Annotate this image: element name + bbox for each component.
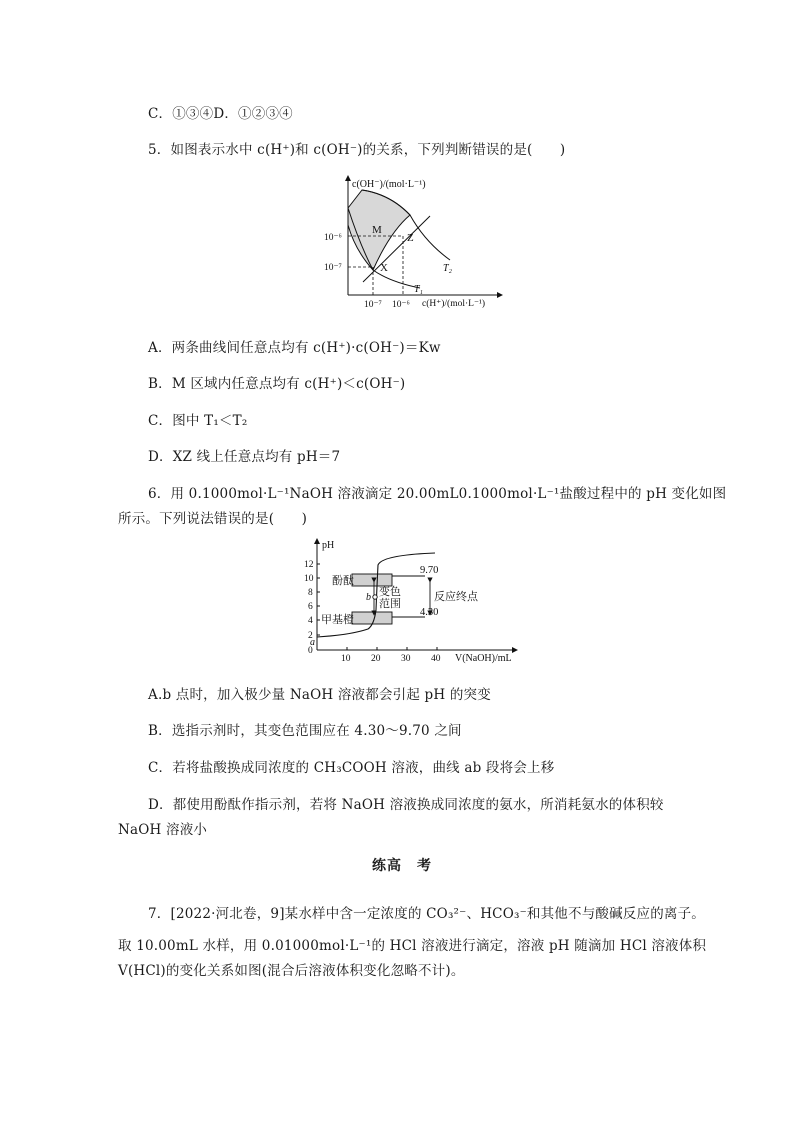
q6-option-a: A.b 点时，加入极少量 NaOH 溶液都会引起 pH 的突变 <box>148 687 491 703</box>
q6-stem-line1: 6．用 0.1000mol·L⁻¹NaOH 溶液滴定 20.00mL0.1000mol·L⁻¹盐酸过程中的 pH 变化如图 <box>148 486 727 502</box>
label-color-change-1: 变色 <box>379 586 401 598</box>
q5-option-d: D．XZ 线上任意点均有 pH＝7 <box>148 449 341 465</box>
q5-x-axis-label: c(H⁺)/(mol·L⁻¹) <box>422 299 485 309</box>
q6-x-tick-10: 10 <box>341 654 351 664</box>
region-m-label: M <box>372 224 382 236</box>
label-b: b <box>366 592 371 603</box>
q6-y-tick-10: 10 <box>304 574 314 584</box>
label-color-change-2: 范围 <box>379 598 401 610</box>
point-x-label: X <box>380 262 388 274</box>
label-4-30: 4.30 <box>420 607 439 618</box>
section-title: 练高 考 <box>372 858 432 874</box>
q6-x-tick-40: 40 <box>431 654 441 664</box>
q5-y-tick-1: 10⁻⁶ <box>324 233 342 243</box>
curve-t1-label: T₁ <box>414 284 424 295</box>
q5-stem: 5．如图表示水中 c(H⁺)和 c(OH⁻)的关系，下列判断错误的是( ) <box>148 142 566 158</box>
label-9-70: 9.70 <box>420 565 439 576</box>
methyl-orange-range <box>352 612 392 624</box>
q6-y-tick-12: 12 <box>304 560 314 570</box>
q5-y-axis-label: c(OH⁻)/(mol·L⁻¹) <box>352 179 426 190</box>
q6-figure <box>290 535 525 665</box>
label-phenolphthalein: 酚酞 <box>332 575 354 587</box>
q6-x-axis-label: V(NaOH)/mL <box>455 653 512 664</box>
q5-y-tick-2: 10⁻⁷ <box>324 263 342 273</box>
q6-y-tick-8: 8 <box>308 588 313 598</box>
q6-y-tick-0: 0 <box>308 646 313 656</box>
q5-option-b: B．M 区域内任意点均有 c(H⁺)＜c(OH⁻) <box>148 376 406 392</box>
q5-option-c: C．图中 T₁＜T₂ <box>148 413 248 429</box>
q6-x-tick-20: 20 <box>371 654 381 664</box>
curve-t2-label: T₂ <box>443 263 453 274</box>
q7-line1: 7．[2022·河北卷，9]某水样中含一定浓度的 CO₃²⁻、HCO₃⁻和其他不与酸碱反应的离子。 <box>148 906 706 922</box>
point-b <box>373 595 377 599</box>
q7-line3: V(HCl)的变化关系如图(混合后溶液体积变化忽略不计)。 <box>118 963 465 979</box>
label-endpoint: 反应终点 <box>434 591 478 603</box>
label-methyl-orange: 甲基橙 <box>321 614 354 626</box>
q5-x-tick-1: 10⁻⁷ <box>364 300 382 310</box>
q6-y-axis-label: pH <box>322 540 335 551</box>
q6-option-c: C．若将盐酸换成同浓度的 CH₃COOH 溶液，曲线 ab 段将会上移 <box>148 760 555 776</box>
q6-option-d-line1: D．都使用酚酞作指示剂，若将 NaOH 溶液换成同浓度的氨水，所消耗氨水的体积较 <box>148 797 664 813</box>
q4-option-cd: C．①③④D．①②③④ <box>148 106 293 122</box>
label-a: a <box>310 637 315 648</box>
q6-x-tick-30: 30 <box>401 654 411 664</box>
q6-option-d-line2: NaOH 溶液小 <box>118 822 208 838</box>
q5-option-a: A．两条曲线间任意点均有 c(H⁺)·c(OH⁻)＝Kw <box>148 340 441 356</box>
q6-y-tick-2: 2 <box>308 631 313 641</box>
q6-stem-line2: 所示。下列说法错误的是( ) <box>118 511 308 527</box>
phenolphthalein-range <box>352 574 392 586</box>
q7-line2: 取 10.00mL 水样，用 0.01000mol·L⁻¹的 HCl 溶液进行滴定，溶液 pH 随滴加 HCl 溶液体积 <box>118 938 707 954</box>
q6-option-b: B．选指示剂时，其变色范围应在 4.30～9.70 之间 <box>148 723 462 739</box>
point-z-label: Z <box>407 232 414 244</box>
q5-figure <box>300 170 510 315</box>
q6-y-tick-6: 6 <box>308 602 313 612</box>
q6-y-tick-4: 4 <box>308 616 313 626</box>
q5-x-tick-2: 10⁻⁶ <box>392 300 410 310</box>
